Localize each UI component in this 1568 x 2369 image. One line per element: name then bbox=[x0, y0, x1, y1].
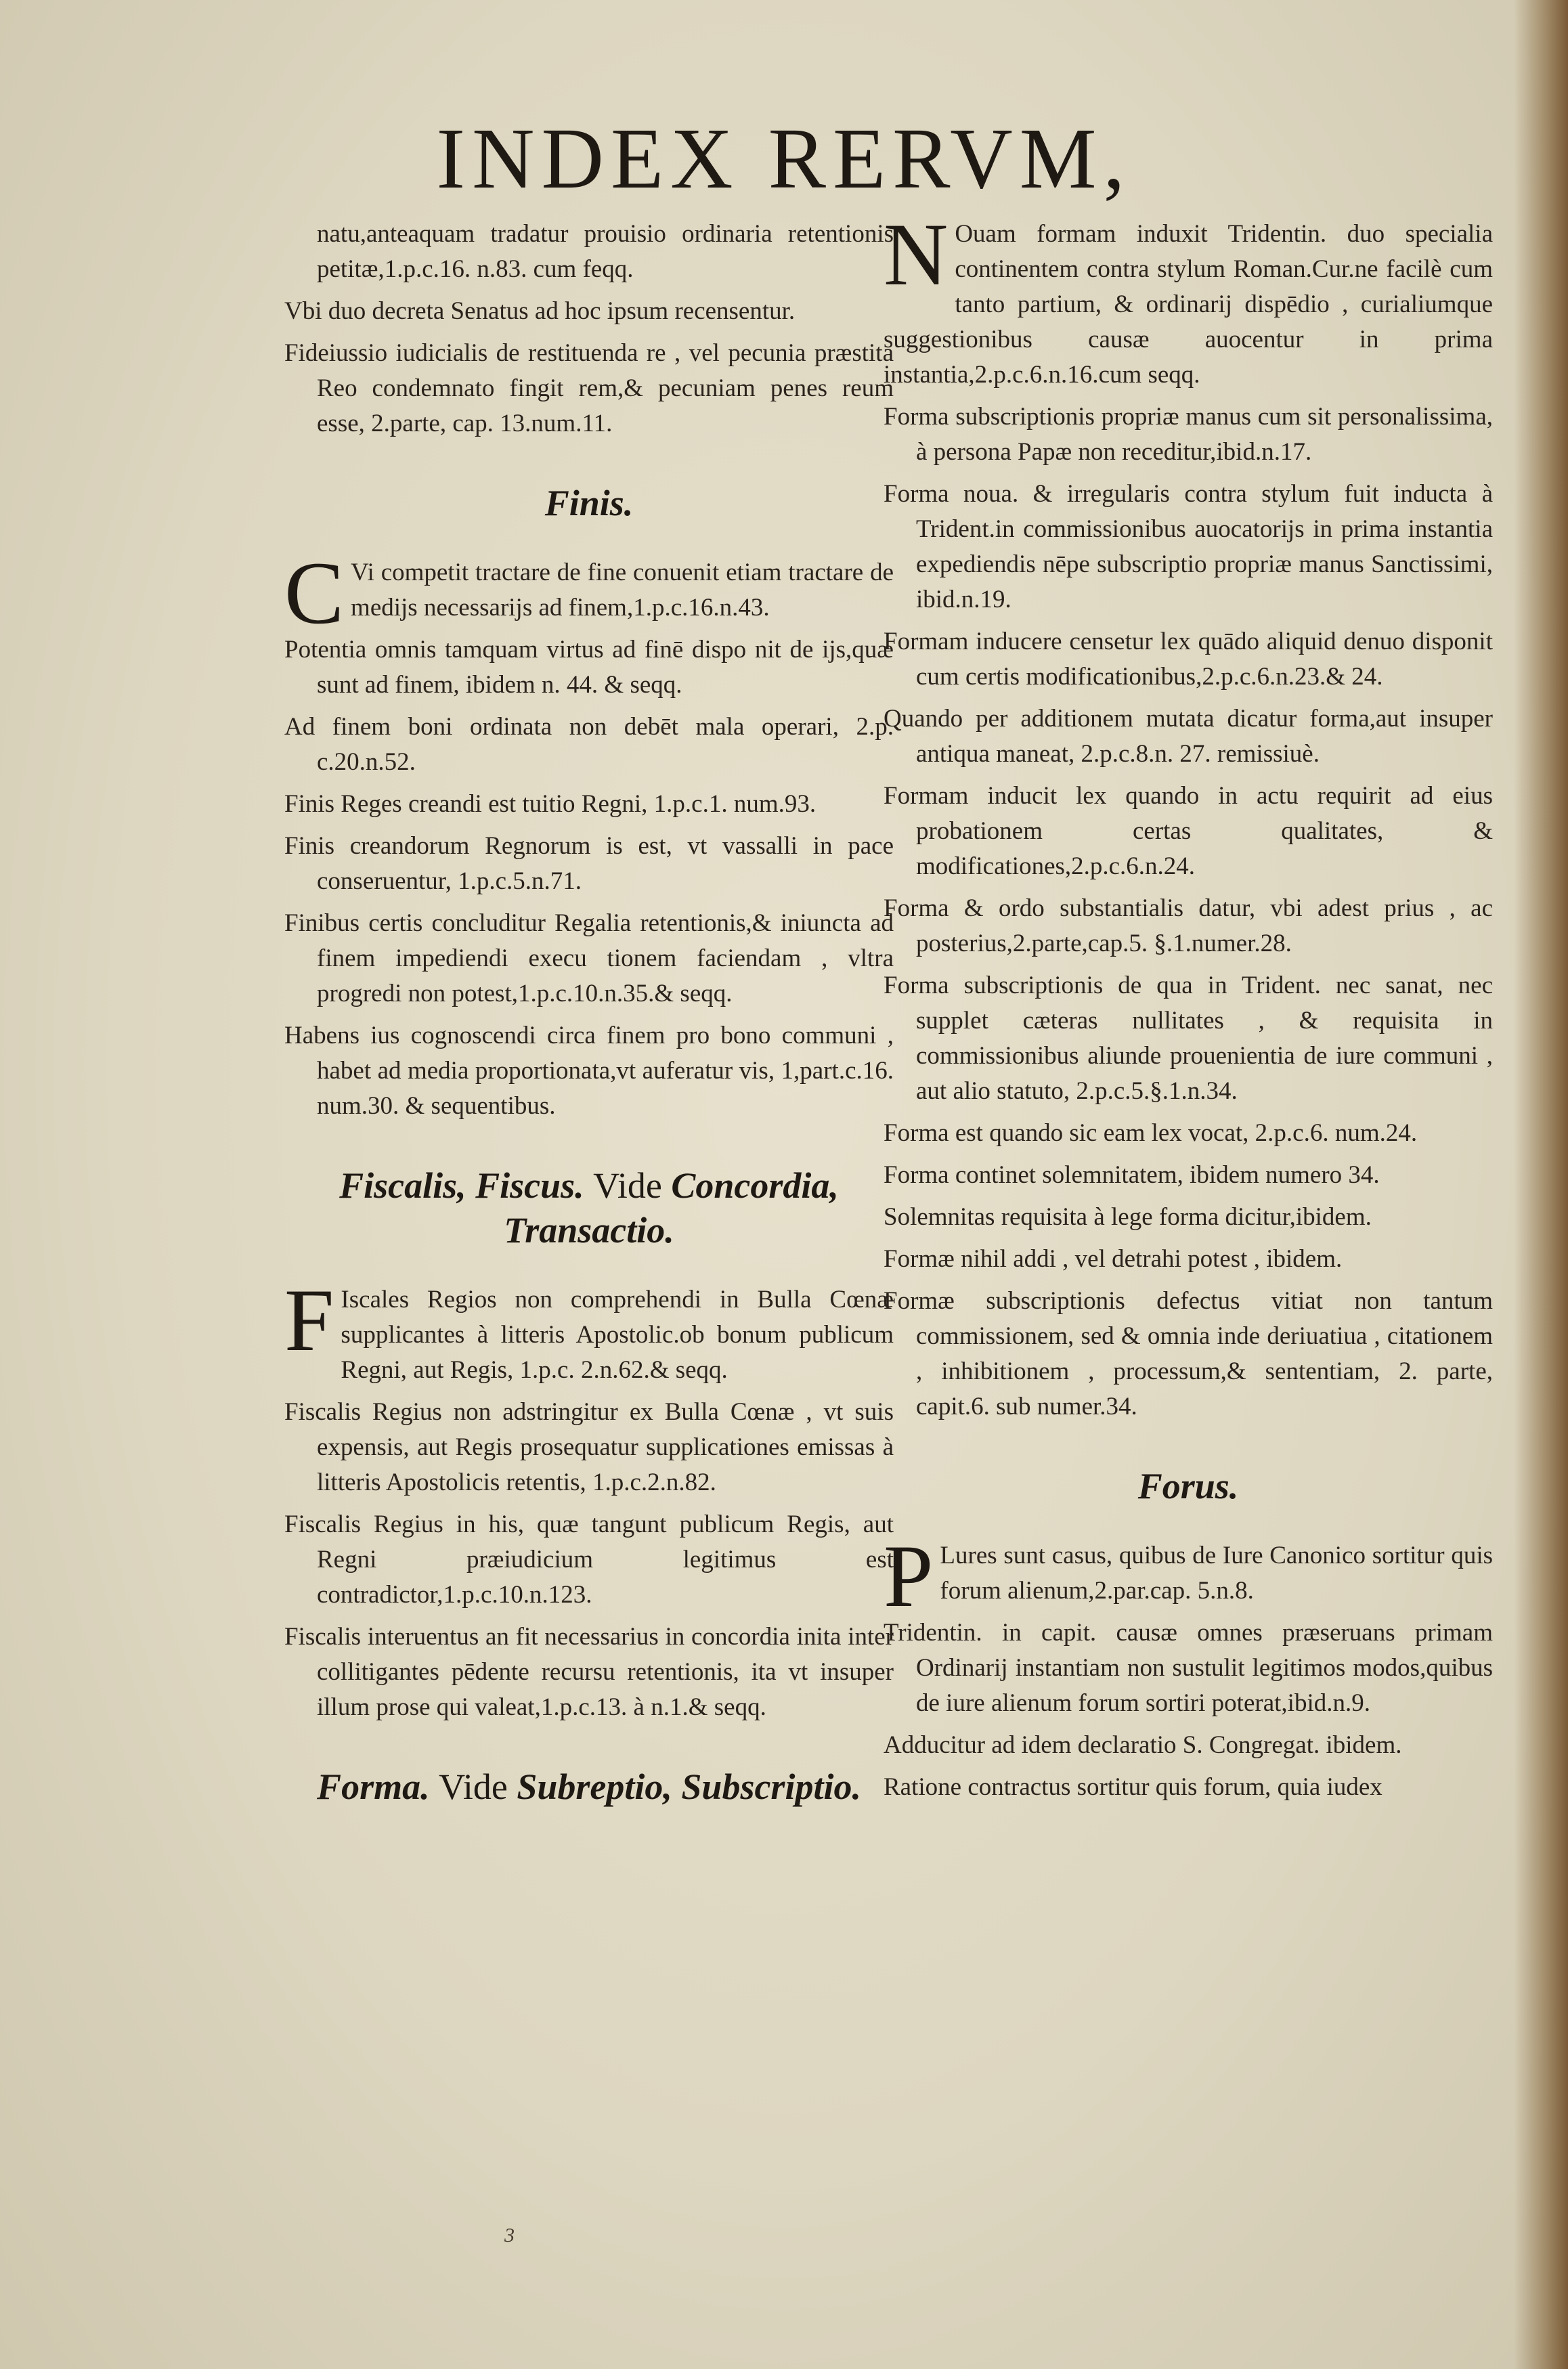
drop-cap: F bbox=[284, 1270, 334, 1370]
index-entry bbox=[884, 204, 1493, 393]
vide-label: Vide bbox=[439, 1766, 508, 1807]
index-entry: Finibus certis concluditur Regalia retentionis,& iniuncta ad finem impediendi execu tionem faciendam , vltra progredi non potest,1.p.c.10.n.35.& seqq. bbox=[284, 909, 894, 1007]
index-entry: Ad finem boni ordinata non debēt mala operari, 2.p. c.20.n.52. bbox=[284, 713, 894, 776]
index-entry: natu,anteaquam tradatur prouisio ordinaria retentionis petitæ,1.p.c.16. n.83. cum feqq. bbox=[317, 220, 894, 283]
index-section-heading bbox=[884, 1464, 1493, 1508]
section-title: Forus. bbox=[1137, 1466, 1239, 1506]
index-entry: Finis Reges creandi est tuitio Regni, 1.p.c.1. num.93. bbox=[284, 790, 816, 818]
drop-cap: P bbox=[884, 1526, 934, 1626]
section-title: Forma. bbox=[317, 1766, 430, 1807]
cross-reference: Subreptio, Subscriptio. bbox=[517, 1766, 861, 1807]
entry-text: Lures sunt casus, quibus de Iure Canonico sortitur quis forum alienum,2.par.cap. 5.n.8. bbox=[940, 1542, 1493, 1605]
drop-cap: C bbox=[284, 543, 345, 643]
index-entry: Forma & ordo substantialis datur, vbi adest prius , ac posterius,2.parte,cap.5. §.1.numer.28. bbox=[884, 894, 1493, 957]
index-entry: Forma continet solemnitatem, ibidem numero 34. bbox=[884, 1161, 1380, 1189]
index-entry: Forma subscriptionis propriæ manus cum sit personalissima, à persona Papæ non receditur,ibid.n.17. bbox=[884, 403, 1493, 466]
left-column bbox=[284, 217, 894, 1839]
section-title: Finis. bbox=[544, 483, 634, 523]
index-entry: Forma noua. & irregularis contra stylum fuit inducta à Trident.in commissionibus auocatorijs in prima instantia expediendis nēpe subscriptio propriæ manus Sanctissimi, ibid.n.19. bbox=[884, 480, 1493, 613]
index-entry: Tridentin. in capit. causæ omnes præseruans primam Ordinarij instantiam non sustulit legitimos modos,quibus de iure alienum forum sortiri poterat,ibid.n.9. bbox=[884, 1619, 1493, 1717]
index-entry: Adducitur ad idem declaratio S. Congregat. ibidem. bbox=[884, 1731, 1402, 1759]
index-entry: Formam inducere censetur lex quādo aliquid denuo disponit cum certis modificationibus,2.p.c.6.n.23.& 24. bbox=[884, 628, 1493, 691]
index-entry: Fiscalis Regius non adstringitur ex Bulla Cœnæ , vt suis expensis, aut Regis prosequatur supplicationes emissas à litteris Apostolicis retentis, 1.p.c.2.n.82. bbox=[284, 1398, 894, 1496]
entry-text: Ouam formam induxit Tridentin. duo specialia continentem contra stylum Roman.Cur.ne facilè cum tanto partium, & ordinarij dispēdio , curialiumque suggestionibus causæ auocentur in prima instantia,2.p.c.6.n.16.cum seqq. bbox=[884, 220, 1493, 389]
index-entry: Potentia omnis tamquam virtus ad finē dispo nit de ijs,quæ sunt ad finem, ibidem n. 44. & seqq. bbox=[284, 636, 894, 699]
index-entry: Ratione contractus sortitur quis forum, quia iudex bbox=[884, 1773, 1382, 1801]
right-column bbox=[884, 204, 1493, 1812]
index-entry: Finis creandorum Regnorum is est, vt vassalli in pace conseruentur, 1.p.c.5.n.71. bbox=[284, 832, 894, 895]
index-entry bbox=[284, 1270, 894, 1388]
index-entry: Formæ nihil addi , vel detrahi potest , ibidem. bbox=[884, 1245, 1343, 1273]
index-entry: Habens ius cognoscendi circa finem pro bono communi , habet ad media proportionata,vt auferatur vis, 1,part.c.16. num.30. & sequentibus. bbox=[284, 1022, 894, 1120]
index-section-heading bbox=[284, 1163, 894, 1253]
index-entry: Fiscalis Regius in his, quæ tangunt publicum Regis, aut Regni præiudicium legitimus est contradictor,1.p.c.10.n.123. bbox=[284, 1510, 894, 1609]
drop-cap: N bbox=[884, 204, 949, 304]
index-entry: Forma subscriptionis de qua in Trident. nec sanat, nec supplet cæteras nullitates , & requisita in commissionibus aliunde prouenientia de iure communi , aut alio statuto, 2.p.c.5.§.1.n.34. bbox=[884, 972, 1493, 1105]
index-entry: Formam inducit lex quando in actu requirit ad eius probationem certas qualitates, & modificationes,2.p.c.6.n.24. bbox=[884, 782, 1493, 880]
cross-reference: Concordia, Transactio. bbox=[504, 1165, 839, 1251]
page-header-title: INDEX RERVM, bbox=[436, 110, 1132, 207]
index-entry bbox=[284, 543, 894, 643]
index-section-heading bbox=[284, 1764, 894, 1809]
index-entry: Fideiussio iudicialis de restituenda re , vel pecunia præstita Reo condemnato fingit rem,& pecuniam penes reum esse, 2.parte, cap. 13.num.11. bbox=[284, 339, 894, 437]
index-entry: Forma est quando sic eam lex vocat, 2.p.c.6. num.24. bbox=[884, 1119, 1418, 1147]
index-entry: Solemnitas requisita à lege forma dicitur,ibidem. bbox=[884, 1203, 1372, 1231]
index-section-heading bbox=[284, 481, 894, 525]
index-entry: Vbi duo decreta Senatus ad hoc ipsum recensentur. bbox=[284, 297, 796, 325]
index-entry: Fiscalis interuentus an fit necessarius in concordia inita inter collitigantes pēdente recursu retentionis, ita vt insuper illum prose qui valeat,1.p.c.13. à n.1.& seqq. bbox=[284, 1623, 894, 1721]
index-entry bbox=[884, 1526, 1493, 1626]
vide-label: Vide bbox=[593, 1165, 662, 1206]
book-spine-shadow bbox=[1514, 0, 1568, 2369]
entry-text: Vi competit tractare de fine conuenit etiam tractare de medijs necessarijs ad finem,1.p.c.16.n.43. bbox=[351, 559, 894, 622]
signature-mark: 3 bbox=[504, 2224, 515, 2246]
section-title: Fiscalis, Fiscus. bbox=[339, 1165, 584, 1206]
index-entry: Formæ subscriptionis defectus vitiat non tantum commissionem, sed & omnia inde deriuatiua , citationem , inhibitionem , processum,& sententiam, 2. parte, capit.6. sub numer.34. bbox=[884, 1287, 1493, 1420]
entry-text: Iscales Regios non comprehendi in Bulla Cœnæ supplicantes à litteris Apostolic.ob bonum publicum Regni, aut Regis, 1.p.c. 2.n.62.& seqq. bbox=[341, 1286, 894, 1384]
index-entry: Quando per additionem mutata dicatur forma,aut insuper antiqua maneat, 2.p.c.8.n. 27. remissiuè. bbox=[884, 705, 1493, 768]
